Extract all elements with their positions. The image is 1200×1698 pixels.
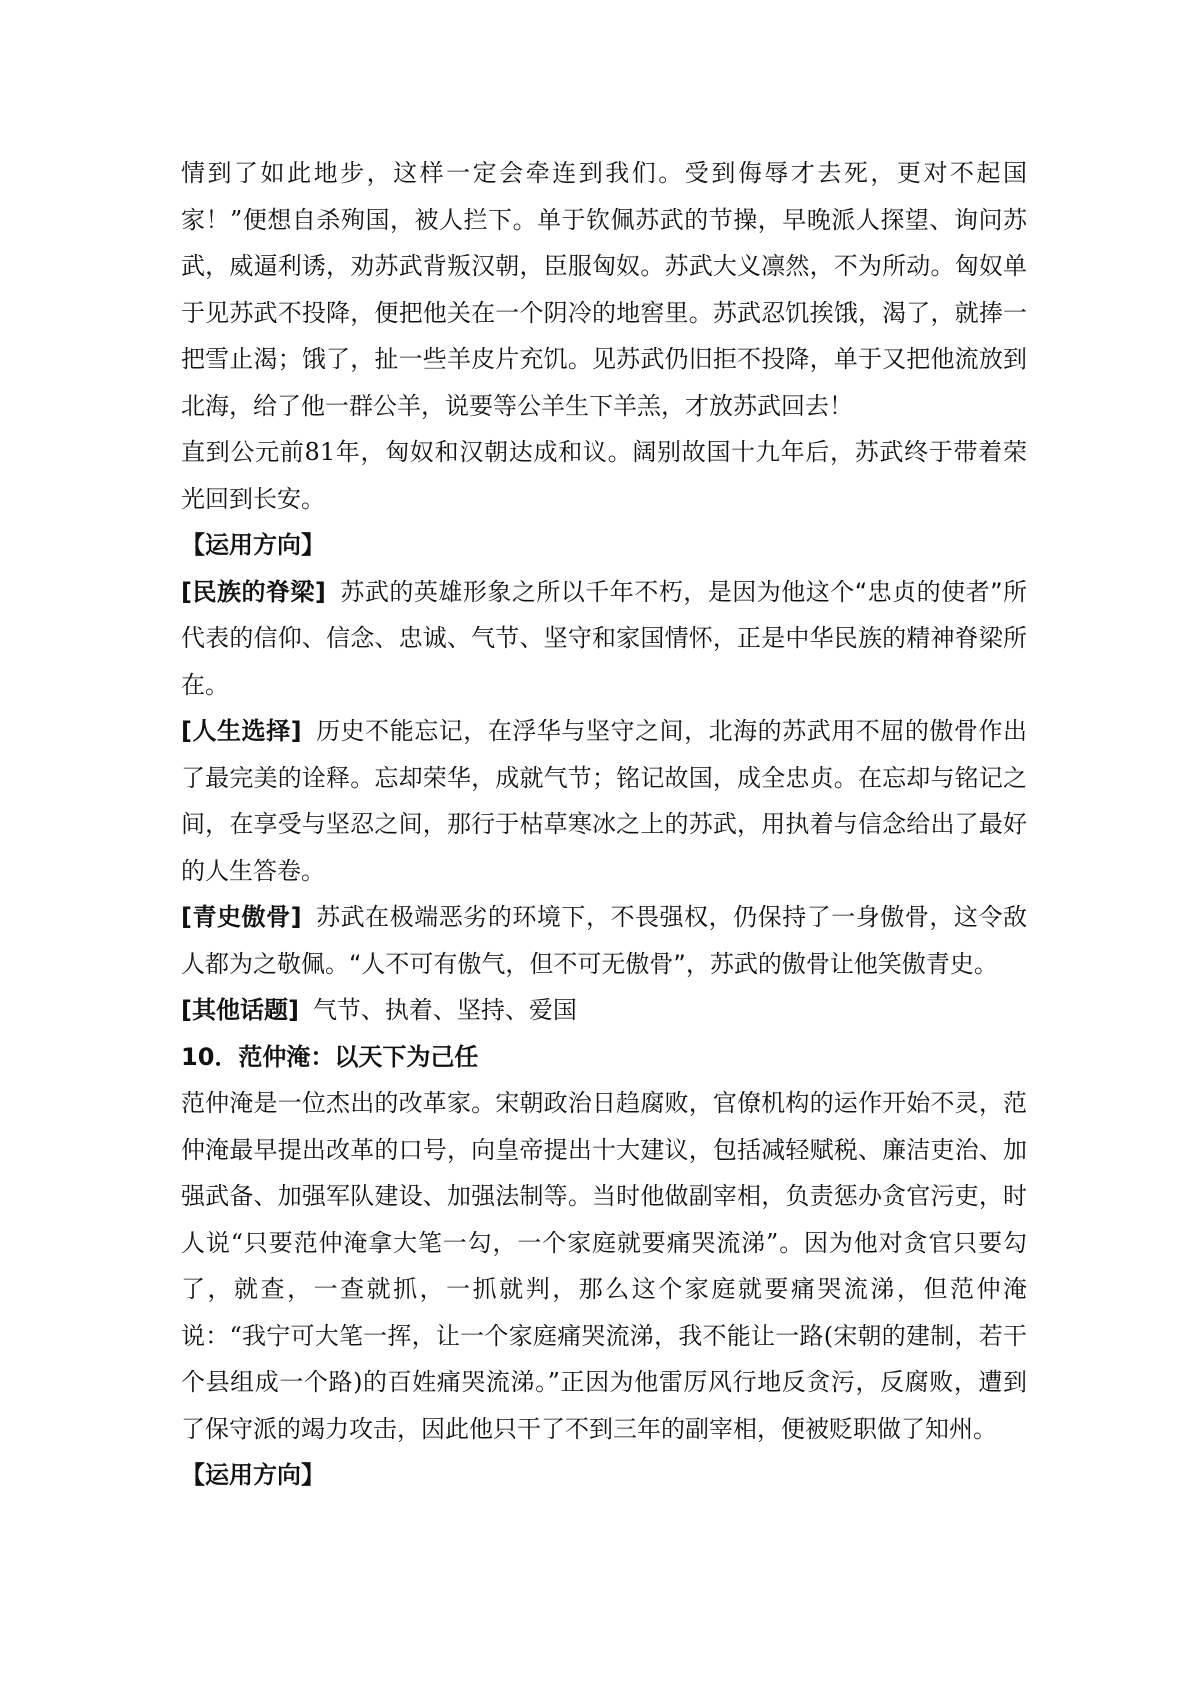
usage-item-other-topics [181, 987, 1027, 1034]
fan-zhongyan-paragraph: 范仲淹是一位杰出的改革家。宋朝政治日趋腐败，官僚机构的运作开始不灵，范仲淹最早提出改革的口号，向皇帝提出十大建议，包括减轻赋税、廉洁吏治、加强武备、加强军队建设、加强法制等。当时他做副宰相，负责惩办贪官污吏，时人说“只要范仲淹拿大笔一勾，一个家庭就要痛哭流涕”。因为他对贪官只要勾了，就查，一查就抓，一抓就判，那么这个家庭就要痛哭流涕，但范仲淹说：“我宁可大笔一挥，让一个家庭痛哭流涕，我不能让一路(宋朝的建制，若干个县组成一个路)的百姓痛哭流涕。”正因为他雷厉风行地反贪污，反腐败，遭到了保守派的竭力攻击，因此他只干了不到三年的副宰相，便被贬职做了知州。 [181, 1089, 1027, 1443]
story-paragraph-1: 情到了如此地步，这样一定会牵连到我们。受到侮辱才去死，更对不起国家！”便想自杀殉国，被人拦下。单于钦佩苏武的节操，早晚派人探望、询问苏武，威逼利诱，劝苏武背叛汉朝，臣服匈奴。苏武大义凛然，不为所动。匈奴单于见苏武不投降，便把他关在一个阴冷的地窖里。苏武忍饥挨饿，渴了，就捧一把雪止渴；饿了，扯一些羊皮片充饥。见苏武仍旧拒不投降，单于又把他流放到北海，给了他一群公羊，说要等公羊生下羊羔，才放苏武回去！ [181, 159, 1027, 420]
usage-text: 历史不能忘记，在浮华与坚守之间，北海的苏武用不屈的傲骨作出了最完美的诠释。忘却荣华，成就气节；铭记故国，成全忠贞。在忘却与铭记之间，在享受与坚忍之间，那行于枯草寒冰之上的苏武，用执着与信念给出了最好的人生答卷。 [181, 717, 1027, 885]
usage-item-national-backbone [181, 569, 1027, 709]
usage-item-history-pride [181, 894, 1027, 987]
document-page [181, 150, 1027, 1499]
usage-item-life-choice [181, 708, 1027, 894]
section-title: 范仲淹：以天下为己任 [238, 1042, 479, 1071]
story-paragraph-2: 直到公元前81年，匈奴和汉朝达成和议。阔别故国十九年后，苏武终于带着荣光回到长安。 [181, 438, 1027, 513]
section-heading-usage: 【运用方向】 [181, 531, 325, 559]
usage-tag: [人生选择] [181, 717, 302, 745]
section-title-fan-zhongyan [181, 1034, 1027, 1081]
usage-text: 苏武的英雄形象之所以千年不朽，是因为他这个“忠贞的使者”所代表的信仰、信念、忠诚、气节、坚守和家国情怀，正是中华民族的精神脊梁所在。 [181, 577, 1027, 699]
usage-text: 气节、执着、坚持、爱国 [312, 996, 577, 1024]
usage-tag: [民族的脊梁] [181, 577, 326, 606]
section-number: 10． [181, 1042, 239, 1071]
usage-tag: [青史傲骨] [181, 903, 302, 931]
usage-tag: [其他话题] [181, 996, 299, 1024]
section-heading-usage-2: 【运用方向】 [181, 1461, 325, 1489]
usage-text: 苏武在极端恶劣的环境下，不畏强权，仍保持了一身傲骨，这令敌人都为之敬佩。“人不可有傲气，但不可无傲骨”，苏武的傲骨让他笑傲青史。 [181, 903, 1027, 978]
